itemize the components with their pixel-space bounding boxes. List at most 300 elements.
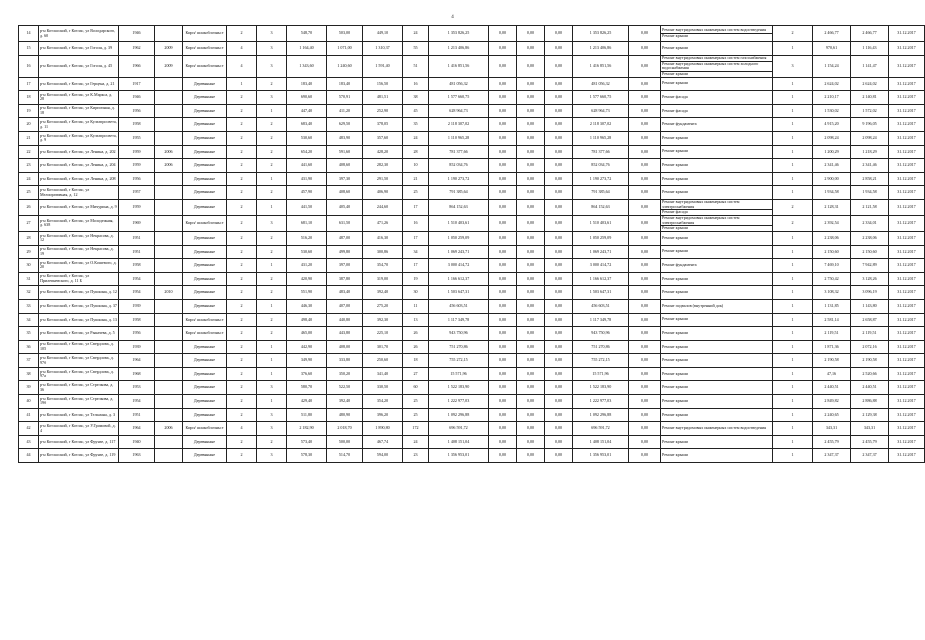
renovation-year-cell (155, 367, 183, 381)
work-type-cell (661, 118, 773, 132)
other-funds-cell: 0,00 (629, 299, 661, 313)
row-number-cell: 40 (19, 395, 39, 409)
row-number-cell: 41 (19, 408, 39, 422)
residents-cell: 26 (403, 327, 429, 341)
regional-budget-cell: 0,00 (517, 186, 545, 200)
residents-cell: 19 (403, 272, 429, 286)
work-type-cell (661, 26, 773, 42)
floors-cell: 2 (227, 286, 257, 300)
wall-material-cell: Деревянные (183, 118, 227, 132)
units-cell: 2 (773, 26, 813, 42)
floors-cell: 2 (227, 186, 257, 200)
build-year-cell: 1954 (119, 272, 155, 286)
table-row (19, 299, 925, 313)
entrances-cell: 2 (257, 231, 287, 245)
local-budget-cell: 0,00 (545, 381, 573, 395)
completion-date-cell: 31.12.2017 (889, 26, 925, 42)
floors-cell: 2 (227, 272, 257, 286)
residents-cell: 18 (403, 354, 429, 368)
completion-date-cell: 31.12.2017 (889, 91, 925, 105)
units-cell: 1 (773, 104, 813, 118)
address-cell: р-н Котласский, г Котлас, ул Фрунзе, д. 119 (39, 449, 119, 463)
other-funds-cell: 0,00 (629, 118, 661, 132)
common-area-cell: 357,60 (363, 131, 403, 145)
owners-funds-cell: 481 056,32 (573, 77, 629, 91)
regional-budget-cell: 0,00 (517, 26, 545, 42)
entrances-cell: 1 (257, 199, 287, 215)
max-unit-cost-cell: 7 942,89 (851, 259, 889, 273)
work-type-item: Ремонт крыши (662, 452, 688, 458)
common-area-cell: 1 890,80 (363, 422, 403, 436)
address-cell: р-н Котласский, г Котлас, ул Некрасова, д. 19 (39, 245, 119, 259)
table-row (19, 408, 925, 422)
fund-cell: 0,00 (489, 381, 517, 395)
fund-cell: 0,00 (489, 354, 517, 368)
residents-cell: 24 (403, 26, 429, 42)
max-unit-cost-cell: 2 658,87 (851, 313, 889, 327)
fund-cell: 0,00 (489, 408, 517, 422)
total-area-cell: 690,60 (287, 91, 327, 105)
row-number-cell: 31 (19, 272, 39, 286)
wall-material-cell: Деревянные (183, 272, 227, 286)
build-year-cell: 1939 (119, 340, 155, 354)
living-area-cell: 480,90 (327, 408, 363, 422)
unit-cost-cell: 2 347,37 (813, 449, 851, 463)
completion-date-cell: 31.12.2017 (889, 395, 925, 409)
living-area-cell: 397,00 (327, 259, 363, 273)
renovation-year-cell: 2009 (155, 55, 183, 77)
entrances-cell: 1 (257, 340, 287, 354)
build-year-cell: 1917 (119, 77, 155, 91)
entrances-cell: 3 (257, 91, 287, 105)
regional-budget-cell: 0,00 (517, 435, 545, 449)
work-type-item: Ремонт внутридомовых инженерных систем электроснабжения (662, 198, 740, 209)
wall-material-cell: Кирп/ шлакоблочны е (183, 42, 227, 56)
living-area-cell: 407,00 (327, 299, 363, 313)
other-funds-cell: 0,00 (629, 340, 661, 354)
build-year-cell: 1958 (119, 313, 155, 327)
residents-cell: 60 (403, 381, 429, 395)
max-unit-cost-cell: 2 150,60 (851, 245, 889, 259)
local-budget-cell: 0,00 (545, 449, 573, 463)
residents-cell: 30 (403, 286, 429, 300)
residents-cell: 26 (403, 340, 429, 354)
units-cell: 1 (773, 408, 813, 422)
local-budget-cell: 0,00 (545, 131, 573, 145)
regional-budget-cell: 0,00 (517, 367, 545, 381)
row-number-cell: 36 (19, 340, 39, 354)
max-unit-cost-cell: 9 196,05 (851, 118, 889, 132)
residents-cell: 38 (403, 91, 429, 105)
fund-cell: 0,00 (489, 118, 517, 132)
other-funds-cell: 0,00 (629, 354, 661, 368)
fund-cell: 0,00 (489, 55, 517, 77)
fund-cell: 0,00 (489, 77, 517, 91)
total-area-cell: 441,50 (287, 199, 327, 215)
work-type-cell (661, 313, 773, 327)
unit-cost-cell: 4 915,20 (813, 118, 851, 132)
total-area-cell: 1 343,60 (287, 55, 327, 77)
other-funds-cell: 0,00 (629, 435, 661, 449)
living-area-cell: 183,40 (327, 77, 363, 91)
total-cost-cell: 1 092 296,88 (429, 408, 489, 422)
residents-cell: 27 (403, 367, 429, 381)
work-type-cell (661, 42, 773, 56)
work-type-item: Ремонт крыши (662, 148, 688, 154)
total-area-cell: 442,90 (287, 340, 327, 354)
regional-budget-cell: 0,00 (517, 340, 545, 354)
table-row (19, 131, 925, 145)
regional-budget-cell: 0,00 (517, 272, 545, 286)
floors-cell: 2 (227, 340, 257, 354)
other-funds-cell: 0,00 (629, 186, 661, 200)
total-area-cell: 551,90 (287, 286, 327, 300)
total-cost-cell: 15 571,96 (429, 367, 489, 381)
renovation-year-cell (155, 354, 183, 368)
completion-date-cell: 31.12.2017 (889, 77, 925, 91)
common-area-cell: 471,26 (363, 215, 403, 231)
unit-cost-cell: 2 119,51 (813, 327, 851, 341)
renovation-year-cell: 2006 (155, 145, 183, 159)
fund-cell: 0,00 (489, 215, 517, 231)
entrances-cell: 3 (257, 55, 287, 77)
total-cost-cell: 751 270,86 (429, 340, 489, 354)
fund-cell: 0,00 (489, 245, 517, 259)
work-type-cell (661, 354, 773, 368)
total-cost-cell: 1 117 349,78 (429, 313, 489, 327)
max-unit-cost-cell: 1 934,58 (851, 186, 889, 200)
living-area-cell: 408,60 (327, 159, 363, 173)
build-year-cell: 1964 (119, 422, 155, 436)
regional-budget-cell: 0,00 (517, 104, 545, 118)
owners-funds-cell: 628 964,73 (573, 104, 629, 118)
residents-cell: 16 (403, 77, 429, 91)
residents-cell: 13 (403, 313, 429, 327)
completion-date-cell: 31.12.2017 (889, 259, 925, 273)
max-unit-cost-cell: 2 624,02 (851, 77, 889, 91)
wall-material-cell: Деревянные (183, 186, 227, 200)
residents-cell: 17 (403, 231, 429, 245)
renovation-year-cell (155, 199, 183, 215)
total-cost-cell: 864 152,63 (429, 199, 489, 215)
common-area-cell: 416,30 (363, 231, 403, 245)
row-number-cell: 27 (19, 215, 39, 231)
work-type-item: Ремонт подвалов (внутренний док) (662, 302, 724, 308)
local-budget-cell: 0,00 (545, 299, 573, 313)
build-year-cell: 1959 (119, 159, 155, 173)
wall-material-cell: Кирп/ шлакоблочны е (183, 327, 227, 341)
other-funds-cell: 0,00 (629, 104, 661, 118)
total-area-cell: 530,60 (287, 131, 327, 145)
total-area-cell: 429,40 (287, 395, 327, 409)
units-cell: 1 (773, 245, 813, 259)
total-area-cell: 654,20 (287, 145, 327, 159)
regional-budget-cell: 0,00 (517, 55, 545, 77)
work-type-item: Ремонт внутридомовых инженерных систем водоотведения (662, 27, 767, 33)
address-cell: р-н Котласский, г Котлас, ул Гоголя, д. 39 (39, 42, 119, 56)
entrances-cell: 2 (257, 186, 287, 200)
work-type-item: Ремонт крыши (662, 162, 688, 168)
unit-cost-cell: 970,61 (813, 42, 851, 56)
total-cost-cell: 1 110 965,28 (429, 131, 489, 145)
address-cell: р-н Котласский, г Котлас, ул Молодежная, д. 638 (39, 215, 119, 231)
floors-cell: 2 (227, 118, 257, 132)
completion-date-cell: 31.12.2017 (889, 354, 925, 368)
build-year-cell: 1946 (119, 91, 155, 105)
other-funds-cell: 0,00 (629, 55, 661, 77)
fund-cell: 0,00 (489, 435, 517, 449)
living-area-cell: 522,50 (327, 381, 363, 395)
total-cost-cell: 456 603,51 (429, 299, 489, 313)
units-cell: 1 (773, 131, 813, 145)
local-budget-cell: 0,00 (545, 172, 573, 186)
address-cell: р-н Котласский, г Котлас, ул Гоголя, д. 45 (39, 55, 119, 77)
unit-cost-cell: 1 200,29 (813, 145, 851, 159)
living-area-cell: 631,50 (327, 215, 363, 231)
wall-material-cell: Деревянные (183, 77, 227, 91)
entrances-cell: 2 (257, 435, 287, 449)
work-type-cell (661, 422, 773, 436)
work-type-item: Ремонт крыши (662, 189, 688, 195)
residents-cell: 25 (403, 395, 429, 409)
address-cell: р-н Котласский, г Котлас, ул О.Кошевого, д. 20 (39, 259, 119, 273)
unit-cost-cell: 2 466,77 (813, 26, 851, 42)
row-number-cell: 32 (19, 286, 39, 300)
local-budget-cell: 0,00 (545, 159, 573, 173)
total-area-cell: 573,40 (287, 435, 327, 449)
regional-budget-cell: 0,00 (517, 215, 545, 231)
common-area-cell: 252,90 (363, 104, 403, 118)
entrances-cell: 2 (257, 313, 287, 327)
unit-cost-cell: 2 392,54 (813, 215, 851, 231)
total-cost-cell: 628 964,73 (429, 104, 489, 118)
row-number-cell: 22 (19, 145, 39, 159)
address-cell: р-н Котласский, г Котлас, ул Мелиоративная, д. 12 (39, 186, 119, 200)
table-row (19, 77, 925, 91)
common-area-cell: 275,20 (363, 299, 403, 313)
fund-cell: 0,00 (489, 286, 517, 300)
residents-cell: 34 (403, 245, 429, 259)
wall-material-cell: Деревянные (183, 367, 227, 381)
other-funds-cell: 0,00 (629, 408, 661, 422)
address-cell: р-н Котласский, г Котлас, ул Володарского, д. 60 (39, 26, 119, 42)
work-type-cell (661, 245, 773, 259)
regional-budget-cell: 0,00 (517, 449, 545, 463)
row-number-cell: 21 (19, 131, 39, 145)
wall-material-cell: Деревянные (183, 91, 227, 105)
other-funds-cell: 0,00 (629, 381, 661, 395)
total-area-cell: 446,30 (287, 299, 327, 313)
other-funds-cell: 0,00 (629, 231, 661, 245)
wall-material-cell: Деревянные (183, 449, 227, 463)
total-cost-cell: 1 416 851,56 (429, 55, 489, 77)
table-row (19, 286, 925, 300)
residents-cell: 17 (403, 199, 429, 215)
address-cell: р-н Котласский, г Котлас, ул Стрелкова, д. 36 (39, 381, 119, 395)
total-cost-cell: 1 069 243,71 (429, 245, 489, 259)
table-row (19, 104, 925, 118)
work-type-item: Ремонт крыши (661, 33, 772, 39)
fund-cell: 0,00 (489, 199, 517, 215)
build-year-cell: 1951 (119, 408, 155, 422)
total-cost-cell: 696 591,72 (429, 422, 489, 436)
address-cell: р-н Котласский, г Котлас, ул Мичурина, д. 9 (39, 199, 119, 215)
wall-material-cell: Деревянные (183, 172, 227, 186)
entrances-cell: 1 (257, 259, 287, 273)
work-type-item: Ремонт крыши (662, 438, 688, 444)
row-number-cell: 23 (19, 159, 39, 173)
address-cell: р-н Котласский, г Котлас, ул Тельмана, д. 3 (39, 408, 119, 422)
table-row (19, 381, 925, 395)
completion-date-cell: 31.12.2017 (889, 313, 925, 327)
unit-cost-cell: 2 849,82 (813, 395, 851, 409)
owners-funds-cell: 852 034,76 (573, 159, 629, 173)
common-area-cell: 406,90 (363, 186, 403, 200)
residents-cell: 25 (403, 408, 429, 422)
total-cost-cell: 781 377,66 (429, 145, 489, 159)
fund-cell: 0,00 (489, 259, 517, 273)
regional-budget-cell: 0,00 (517, 77, 545, 91)
total-cost-cell: 1 503 647,31 (429, 286, 489, 300)
living-area-cell: 408,60 (327, 186, 363, 200)
units-cell: 1 (773, 327, 813, 341)
owners-funds-cell: 791 385,64 (573, 186, 629, 200)
fund-cell: 0,00 (489, 449, 517, 463)
residents-cell: 10 (403, 159, 429, 173)
living-area-cell: 487,00 (327, 231, 363, 245)
local-budget-cell: 0,00 (545, 26, 573, 42)
entrances-cell: 2 (257, 77, 287, 91)
work-type-cell (661, 145, 773, 159)
entrances-cell: 2 (257, 272, 287, 286)
total-area-cell: 349,90 (287, 354, 327, 368)
fund-cell: 0,00 (489, 172, 517, 186)
row-number-cell: 44 (19, 449, 39, 463)
unit-cost-cell: 3 108,32 (813, 286, 851, 300)
renovation-year-cell (155, 408, 183, 422)
total-area-cell: 683,40 (287, 118, 327, 132)
renovation-year-cell: 2006 (155, 422, 183, 436)
completion-date-cell: 31.12.2017 (889, 435, 925, 449)
entrances-cell: 3 (257, 42, 287, 56)
living-area-cell: 1 071,00 (327, 42, 363, 56)
owners-funds-cell: 781 377,66 (573, 145, 629, 159)
floors-cell: 2 (227, 395, 257, 409)
common-area-cell: 354,20 (363, 395, 403, 409)
build-year-cell: 1968 (119, 367, 155, 381)
renovation-year-cell (155, 435, 183, 449)
living-area-cell: 333,80 (327, 354, 363, 368)
work-type-cell (661, 408, 773, 422)
common-area-cell: 244,60 (363, 199, 403, 215)
renovation-year-cell (155, 340, 183, 354)
address-cell: р-н Котласский, г Котлас, ул Прилепневского, д. 11 Б (39, 272, 119, 286)
local-budget-cell: 0,00 (545, 313, 573, 327)
work-type-item: Ремонт фасада (661, 209, 772, 215)
common-area-cell: 449,10 (363, 26, 403, 42)
total-cost-cell: 1 522 183,90 (429, 381, 489, 395)
renovation-year-cell (155, 26, 183, 42)
max-unit-cost-cell: 2 072,16 (851, 340, 889, 354)
other-funds-cell: 0,00 (629, 77, 661, 91)
completion-date-cell: 31.12.2017 (889, 186, 925, 200)
owners-funds-cell: 2 118 307,02 (573, 118, 629, 132)
total-area-cell: 376,60 (287, 367, 327, 381)
units-cell: 1 (773, 272, 813, 286)
total-area-cell: 183,40 (287, 77, 327, 91)
renovation-year-cell (155, 215, 183, 231)
wall-material-cell: Деревянные (183, 259, 227, 273)
renovation-year-cell (155, 77, 183, 91)
unit-cost-cell: 2 341,46 (813, 159, 851, 173)
fund-cell: 0,00 (489, 327, 517, 341)
owners-funds-cell: 456 603,51 (573, 299, 629, 313)
regional-budget-cell: 0,00 (517, 145, 545, 159)
wall-material-cell: Кирп/ шлакоблочны е (183, 422, 227, 436)
entrances-cell: 2 (257, 145, 287, 159)
work-type-item: Ремонт крыши (662, 384, 688, 390)
address-cell: р-н Котласский, г Котлас, ул Свердлова, д. 97б (39, 354, 119, 368)
other-funds-cell: 0,00 (629, 327, 661, 341)
owners-funds-cell: 1 416 851,56 (573, 55, 629, 77)
entrances-cell: 1 (257, 172, 287, 186)
common-area-cell: 396,20 (363, 408, 403, 422)
regional-budget-cell: 0,00 (517, 199, 545, 215)
address-cell: р-н Котласский, г Котлас, ул Стрелкова, д. 19б (39, 395, 119, 409)
max-unit-cost-cell: 2 440,51 (851, 381, 889, 395)
completion-date-cell: 31.12.2017 (889, 422, 925, 436)
max-unit-cost-cell: 2 886,88 (851, 395, 889, 409)
completion-date-cell: 31.12.2017 (889, 199, 925, 215)
completion-date-cell: 31.12.2017 (889, 299, 925, 313)
living-area-cell: 499,80 (327, 245, 363, 259)
wall-material-cell: Деревянные (183, 145, 227, 159)
units-cell: 2 (773, 215, 813, 231)
table-row (19, 259, 925, 273)
total-area-cell: 516,20 (287, 231, 327, 245)
build-year-cell: 1958 (119, 118, 155, 132)
build-year-cell: 1954 (119, 286, 155, 300)
floors-cell: 2 (227, 231, 257, 245)
total-area-cell: 431,20 (287, 259, 327, 273)
other-funds-cell: 0,00 (629, 215, 661, 231)
living-area-cell: 350,20 (327, 367, 363, 381)
living-area-cell: 397,30 (327, 172, 363, 186)
units-cell: 1 (773, 449, 813, 463)
work-type-cell (661, 77, 773, 91)
build-year-cell: 1963 (119, 449, 155, 463)
table-row (19, 199, 925, 215)
regional-budget-cell: 0,00 (517, 42, 545, 56)
owners-funds-cell: 15 571,96 (573, 367, 629, 381)
table-row (19, 354, 925, 368)
build-year-cell: 1969 (119, 215, 155, 231)
row-number-cell: 18 (19, 91, 39, 105)
unit-cost-cell: 2 098,24 (813, 131, 851, 145)
floors-cell: 2 (227, 299, 257, 313)
units-cell: 1 (773, 381, 813, 395)
max-unit-cost-cell: 2 341,46 (851, 159, 889, 173)
max-unit-cost-cell: 1 572,02 (851, 104, 889, 118)
row-number-cell: 39 (19, 381, 39, 395)
living-area-cell: 483,90 (327, 131, 363, 145)
total-area-cell: 457,90 (287, 186, 327, 200)
unit-cost-cell: 2 128,31 (813, 199, 851, 215)
total-area-cell: 465,00 (287, 327, 327, 341)
fund-cell: 0,00 (489, 299, 517, 313)
unit-cost-cell: 47,16 (813, 367, 851, 381)
total-cost-cell: 755 272,15 (429, 354, 489, 368)
